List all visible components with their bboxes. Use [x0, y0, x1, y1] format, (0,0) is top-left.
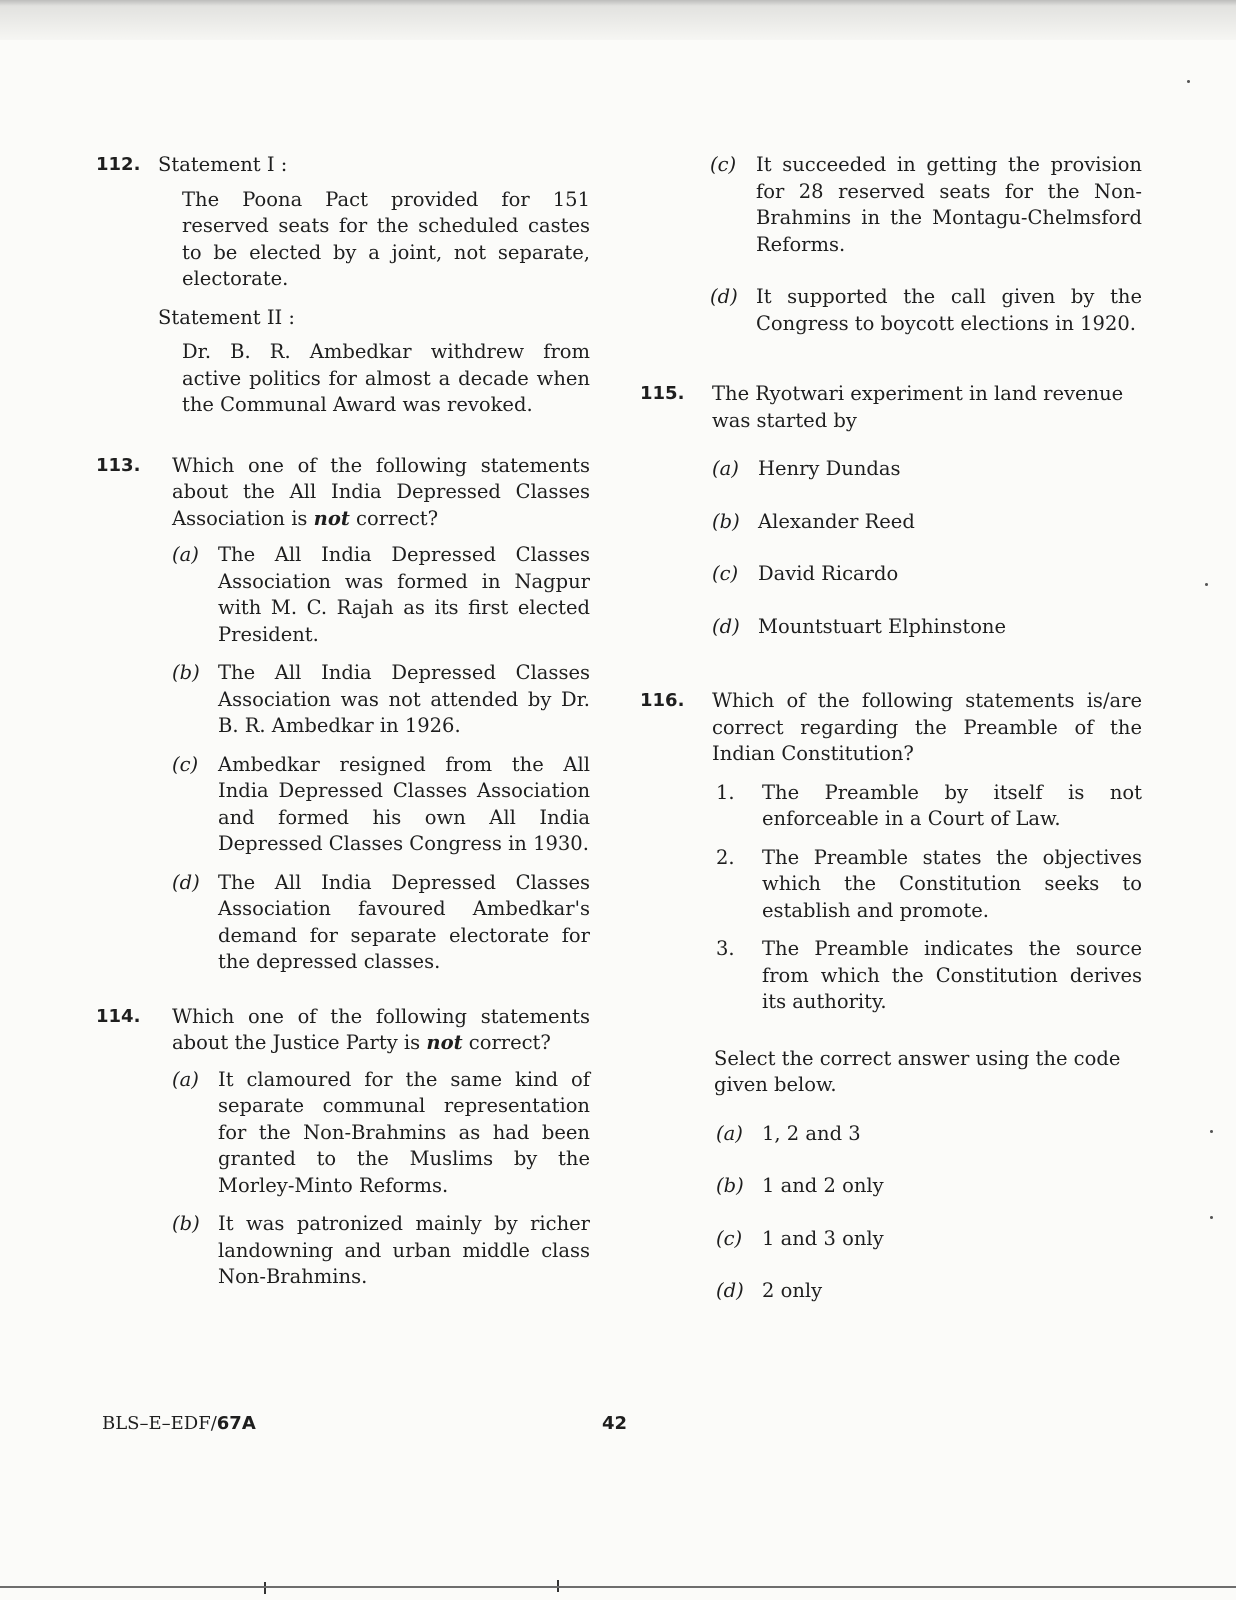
option-label: (c): [716, 1226, 743, 1250]
option-text: It succeeded in getting the provision for 28 reserved seats for the Non-Brahmins in the Montagu-Chelmsford Reforms.: [756, 153, 1142, 256]
question-stem: [172, 453, 590, 533]
booklet-code-series: 67A: [216, 1413, 256, 1434]
option-b: [172, 1211, 590, 1291]
stem-emphasis: not: [426, 1031, 463, 1054]
option-label: (c): [172, 752, 199, 776]
question-112: [96, 152, 590, 419]
booklet-code-prefix: BLS–E–EDF/: [102, 1413, 217, 1434]
option-a: [712, 456, 1142, 483]
option-c: [712, 561, 1142, 588]
option-a: [172, 542, 590, 648]
question-stem: The Ryotwari experiment in land revenue was started by: [712, 382, 1124, 432]
question-116: [640, 688, 1142, 1305]
option-b: [712, 509, 1142, 536]
option-label: (a): [716, 1121, 743, 1145]
question-113: [96, 453, 590, 976]
answer-instruction: Select the correct answer using the code given below.: [714, 1046, 1121, 1096]
question-stem: Which of the following statements is/are correct regarding the Preamble of the Indian Constitution?: [712, 689, 1142, 765]
statement-text: The Preamble indicates the source from which the Constitution derives its authority.: [762, 937, 1142, 1013]
option-text: The All India Depressed Classes Association was formed in Nagpur with M. C. Rajah as its first elected President.: [218, 543, 590, 646]
option-text: The All India Depressed Classes Association favoured Ambedkar's demand for separate electorate for the depressed classes.: [218, 870, 590, 973]
question-number: 112.: [96, 154, 141, 175]
option-text: The All India Depressed Classes Association was not attended by Dr. B. R. Ambedkar in 1926.: [218, 661, 590, 737]
option-label: (a): [172, 1067, 199, 1091]
question-number: 116.: [640, 690, 685, 711]
statement-1: [716, 780, 1142, 833]
option-label: (d): [710, 285, 738, 308]
option-a: [172, 1067, 590, 1200]
option-text: It was patronized mainly by richer landowning and urban middle class Non-Brahmins.: [218, 1212, 590, 1288]
scan-speck: [1187, 80, 1190, 83]
option-c: [710, 152, 1142, 258]
stem-text: Which one of the following statements about the Justice Party is: [172, 1004, 590, 1054]
option-label: (c): [712, 562, 739, 585]
option-text: 1, 2 and 3: [762, 1121, 861, 1145]
option-text: It supported the call given by the Congress to boycott elections in 1920.: [756, 285, 1142, 335]
question-114: [96, 1004, 590, 1291]
option-text: Ambedkar resigned from the All India Depressed Classes Association and formed his own All India Depressed Classes Congress in 1930.: [218, 752, 590, 855]
option-text: Henry Dundas: [758, 457, 901, 480]
question-114-continued: [640, 152, 1142, 337]
statement-1-label: Statement I :: [158, 153, 288, 176]
option-label: (b): [716, 1174, 744, 1197]
option-text: 1 and 2 only: [762, 1174, 884, 1197]
scan-mark: [264, 1582, 266, 1594]
stem-emphasis: not: [313, 506, 350, 530]
option-label: (d): [712, 614, 740, 638]
option-label: (b): [172, 1212, 200, 1235]
right-column: [640, 152, 1142, 1305]
page-number: 42: [602, 1413, 628, 1434]
scan-bottom-edge: [0, 1586, 1236, 1588]
option-d: [712, 614, 1142, 641]
stem-text: Which one of the following statements about the All India Depressed Classes Association is: [172, 453, 590, 530]
stem-text-end: correct?: [349, 506, 439, 530]
option-label: (a): [172, 543, 199, 566]
option-label: (c): [710, 153, 737, 176]
statement-3: [716, 936, 1142, 1016]
question-stem: [172, 1004, 590, 1057]
statement-text: The Preamble states the objectives which the Constitution seeks to establish and promote.: [762, 845, 1142, 922]
option-text: Alexander Reed: [758, 509, 915, 533]
scan-speck: [1205, 583, 1208, 586]
option-b: [172, 660, 590, 740]
option-c: [172, 752, 590, 858]
statement-number: 2.: [716, 845, 735, 869]
option-label: (a): [712, 457, 739, 480]
option-b: [716, 1173, 1142, 1200]
statement-1-text: The Poona Pact provided for 151 reserved seats for the scheduled castes to be elected by a joint, not separate, electorate.: [182, 187, 590, 290]
statement-2-label: Statement II :: [158, 305, 295, 329]
scan-speck: [1210, 1216, 1213, 1219]
option-text: David Ricardo: [758, 562, 899, 585]
option-d: [710, 284, 1142, 337]
question-number: 115.: [640, 383, 685, 404]
option-d: [172, 870, 590, 976]
option-label: (d): [716, 1279, 744, 1302]
statement-text: The Preamble by itself is not enforceable in a Court of Law.: [762, 780, 1142, 830]
question-number: 114.: [96, 1005, 141, 1027]
option-text: Mountstuart Elphinstone: [758, 614, 1007, 638]
scan-top-shadow: [0, 0, 1236, 40]
left-column: [96, 152, 590, 1291]
booklet-code: [102, 1413, 256, 1434]
statement-2-text: Dr. B. R. Ambedkar withdrew from active politics for almost a decade when the Communal Award was revoked.: [182, 340, 590, 416]
stem-text-end: correct?: [462, 1031, 551, 1054]
statement-number: 1.: [716, 780, 735, 804]
question-number: 113.: [96, 454, 141, 476]
option-text: 1 and 3 only: [762, 1226, 884, 1250]
option-d: [716, 1278, 1142, 1305]
option-c: [716, 1226, 1142, 1253]
question-115: [640, 381, 1142, 640]
option-text: 2 only: [762, 1279, 823, 1302]
option-text: It clamoured for the same kind of separate communal representation for the Non-Brahmins as had been granted to the Muslims by the Morley-Minto Reforms.: [218, 1067, 590, 1197]
option-label: (b): [712, 509, 740, 533]
option-label: (d): [172, 870, 200, 894]
option-a: [716, 1121, 1142, 1148]
scan-speck: [1210, 1130, 1213, 1133]
option-label: (b): [172, 661, 200, 684]
statement-2: [716, 845, 1142, 925]
statement-number: 3.: [716, 937, 735, 960]
